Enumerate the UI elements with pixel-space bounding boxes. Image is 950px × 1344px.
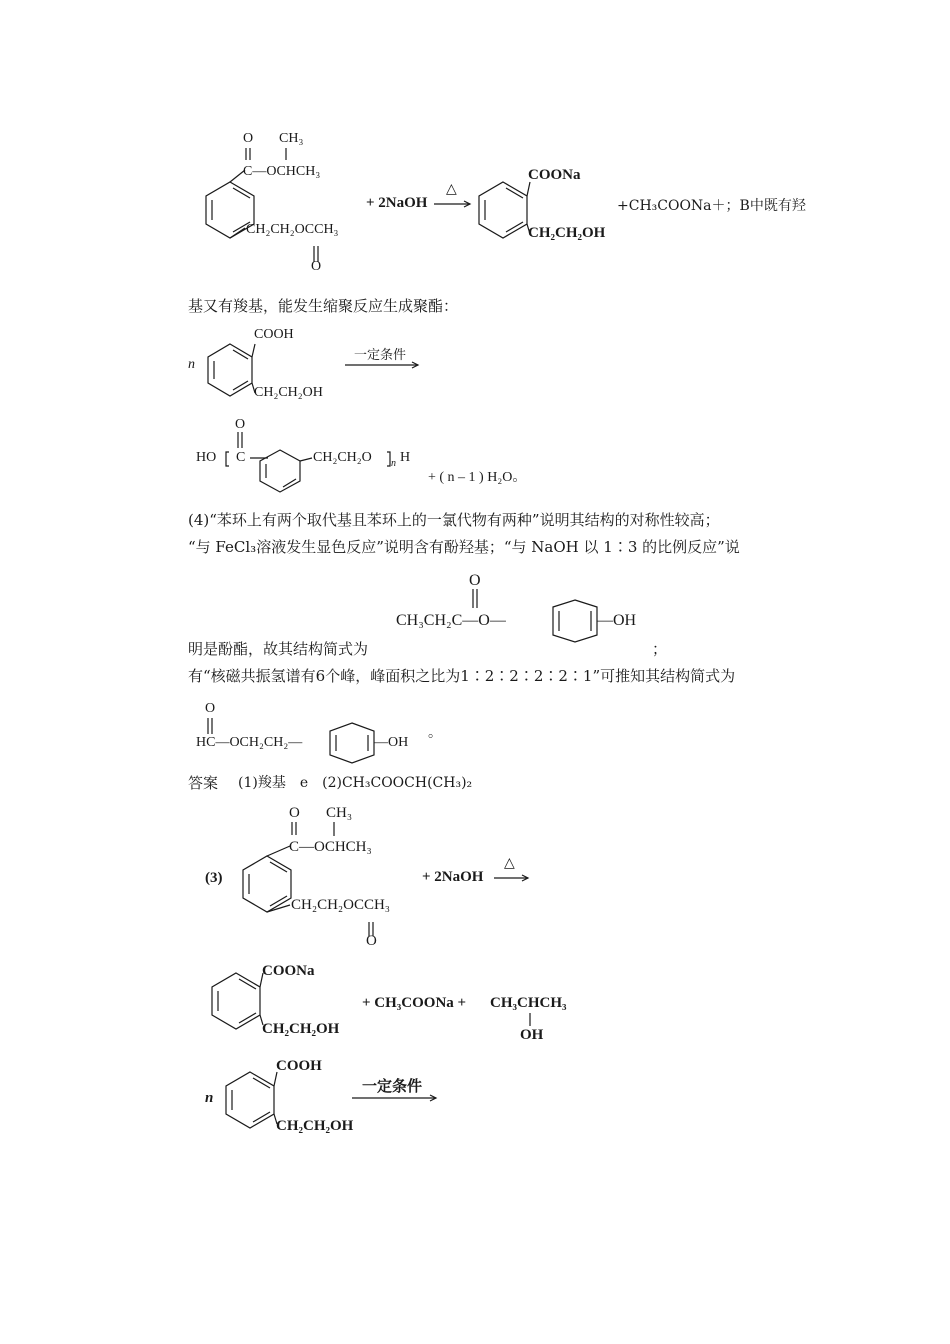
para4-line2: “与 FeCl₃溶液发生显色反应”说明含有酚羟基；“与 NaOH 以 1∶3 的比例反应”说: [188, 538, 740, 556]
struct4b-end: 。: [428, 726, 442, 741]
struct4b-left: HC—OCH₂CH₂—: [196, 735, 303, 750]
polymer-subscript-n: n: [391, 458, 396, 469]
a3-ethanol: CH₂CH₂OH: [262, 1021, 340, 1037]
a3-methyl-top: CH₃: [326, 805, 353, 821]
side-o: O: [311, 259, 322, 274]
a3-side-chain: CH₂CH₂OCCH₃: [291, 897, 391, 913]
reagent-naoh: + 2NaOH: [366, 195, 428, 211]
a3-isopropanol-oh: OH: [520, 1027, 544, 1043]
a3-isopropanol: CH₃CHCH₃: [490, 995, 567, 1011]
ethanol-chain: CH₂CH₂OH: [254, 385, 323, 400]
a3-reagent: + 2NaOH: [422, 869, 484, 885]
struct4a-o: O: [469, 572, 481, 589]
para4-line3: 明是酚酯，故其结构简式为: [188, 640, 369, 658]
polymer-ho: HO: [196, 450, 217, 465]
polymer-chain: CH₂CH₂O: [313, 450, 372, 465]
n-coefficient: n: [188, 357, 195, 372]
a3-ester-group: C—OCHCH₃: [289, 839, 372, 855]
a3-poly-side: CH₂CH₂OH: [276, 1118, 354, 1134]
a3-carbonyl-o: O: [289, 805, 300, 821]
para4-line1: (4)“苯环上有两个取代基且苯环上的一氯代物有两种”说明其结构的对称性较高；: [188, 511, 720, 529]
side-chain: CH₂CH₂OCCH₃: [246, 222, 339, 237]
para4-line3-end: ；: [652, 640, 668, 658]
a3-acetate: + CH₃COONa +: [362, 995, 467, 1011]
answer-3-label: (3): [205, 870, 223, 886]
para4-line4: 有“核磁共振氢谱有6个峰，峰面积之比为1∶2∶2∶2∶2∶1”可推知其结构简式为: [188, 667, 736, 685]
polymer-carbonyl-o: O: [235, 417, 246, 432]
struct4a-oh: —OH: [597, 612, 637, 629]
carbonyl-o: O: [243, 131, 254, 146]
struct4a-left: CH₃CH₂C—O—: [396, 612, 506, 629]
struct4b-o: O: [205, 701, 216, 716]
product-side: CH₂CH₂OH: [528, 225, 606, 241]
heat-symbol: △: [446, 182, 457, 197]
ester-group: C—OCHCH₃: [243, 164, 321, 179]
condition-label: 一定条件: [354, 347, 407, 362]
text-line-2: 基又有羧基，能发生缩聚反应生成聚酯：: [188, 297, 459, 315]
a3-n-coefficient: n: [205, 1090, 214, 1106]
methyl-top: CH₃: [279, 131, 304, 146]
polymer-c: C: [236, 450, 246, 465]
a3-cooh: COOH: [276, 1058, 322, 1074]
product-coona: COONa: [528, 167, 581, 183]
cooh-group: COOH: [254, 327, 294, 342]
polymer-h: H: [400, 450, 411, 465]
reaction-1-tail: +CH₃COONa＋；B中既有羟: [617, 198, 806, 214]
a3-side-o: O: [366, 933, 377, 949]
answer-label: 答案: [188, 774, 219, 792]
a3-condition: 一定条件: [362, 1079, 423, 1095]
a3-coona: COONa: [262, 963, 315, 979]
struct4b-oh: —OH: [374, 735, 409, 750]
a3-heat: △: [504, 856, 515, 871]
answer-text: (1)羧基 e (2)CH₃COOCH(CH₃)₂: [238, 775, 473, 791]
water-byproduct: + ( n – 1 ) H₂O。: [428, 470, 527, 485]
